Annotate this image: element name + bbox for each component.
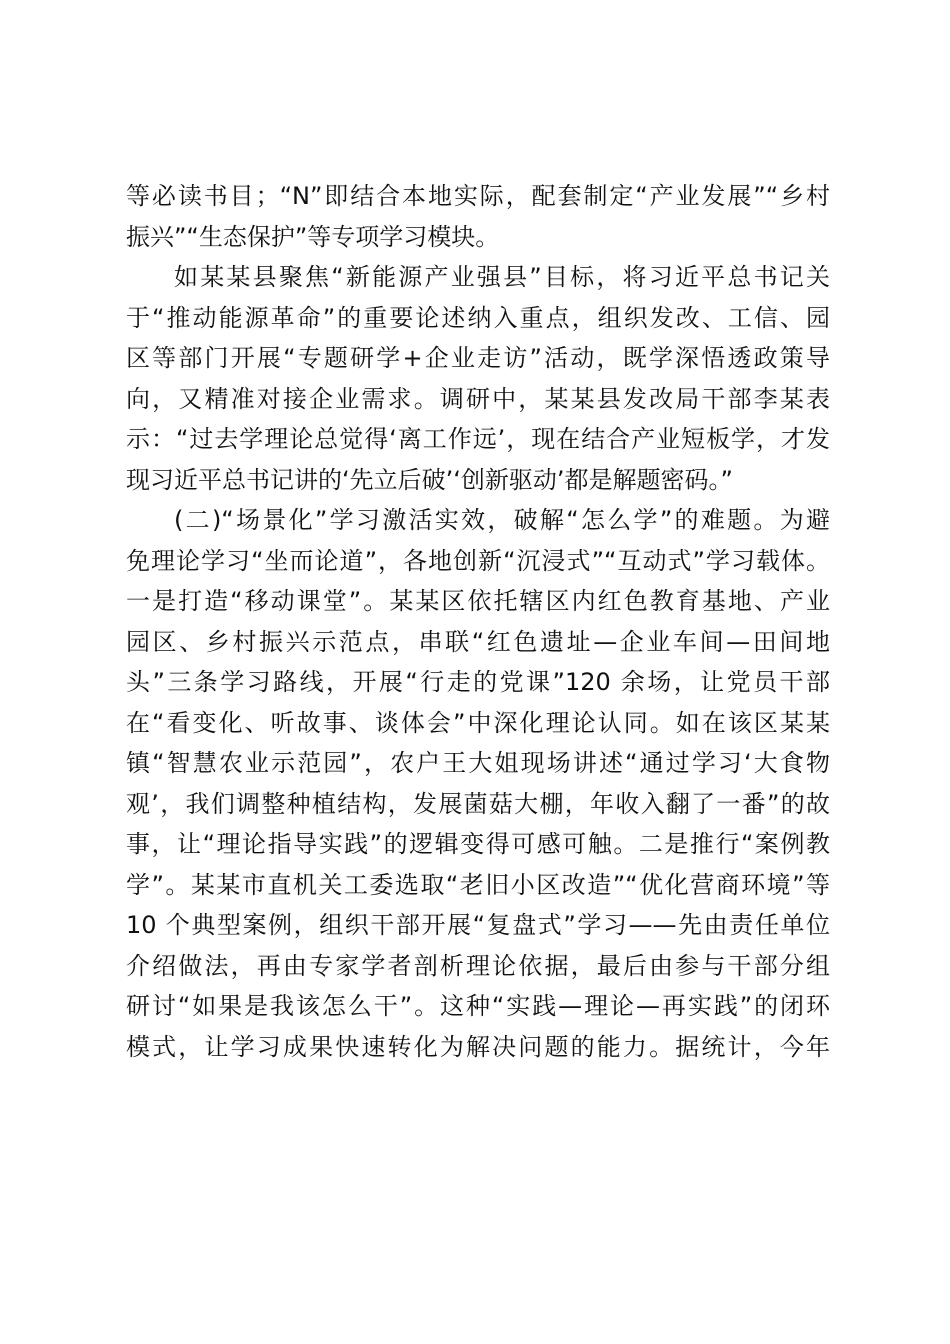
text-line: 研讨“如果是我该怎么干”。这种“实践—理论—再实践”的闭环: [126, 992, 830, 1020]
text-line: 如某某县聚焦“新能源产业强县”目标，将习近平总书记关: [174, 263, 830, 291]
text-line: 头”三条学习路线，开展“行走的党课”120 余场，让党员干部: [126, 668, 830, 696]
paragraph-2: [126, 257, 830, 500]
text-line: 观’，我们调整种植结构，发展菌菇大棚，年收入翻了一番”的故: [126, 789, 830, 818]
text-line: 一是打造“移动课堂”。某某区依托辖区内红色教育基地、产业: [126, 587, 830, 615]
text-line: 镇“智慧农业示范园”，农户王大姐现场讲述“通过学习‘大食物: [126, 749, 830, 777]
text-line: 区等部门开展“专题研学+企业走访”活动，既学深悟透政策导: [126, 344, 830, 372]
text-line: 园区、乡村振兴示范点，串联“红色遗址—企业车间—田间地: [126, 627, 830, 656]
text-line: 事，让“理论指导实践”的逻辑变得可感可触。二是推行“案例教: [126, 830, 830, 858]
text-line: 振兴”“生态保护”等专项学习模块。: [126, 222, 500, 251]
paragraph-3: [126, 500, 830, 1067]
text-line: 等必读书目；“N”即结合本地实际，配套制定“产业发展”“乡村: [126, 182, 830, 210]
text-line: 在“看变化、听故事、谈体会”中深化理论认同。如在该区某某: [126, 708, 830, 737]
text-line: 于“推动能源革命”的重要论述纳入重点，组织发改、工信、园: [126, 303, 830, 332]
text-line: 10 个典型案例，组织干部开展“复盘式”学习——先由责任单位: [126, 911, 830, 939]
text-line: 免理论学习“坐而论道”，各地创新“沉浸式”“互动式”学习载体。: [126, 546, 830, 575]
text-line: (二)“场景化”学习激活实效，破解“怎么学”的难题。为避: [174, 506, 830, 534]
text-line: 学”。某某市直机关工委选取“老旧小区改造”“优化营商环境”等: [126, 870, 830, 899]
body-text: [126, 176, 830, 1067]
text-line: 模式，让学习成果快速转化为解决问题的能力。据统计，今年: [126, 1032, 830, 1061]
text-line: 介绍做法，再由专家学者剖析理论依据，最后由参与干部分组: [126, 951, 830, 980]
text-line: 向，又精准对接企业需求。调研中，某某县发改局干部李某表: [126, 384, 830, 413]
paragraph-1: [126, 176, 830, 257]
text-line: 示：“过去学理论总觉得‘离工作远’，现在结合产业短板学，才发: [126, 425, 830, 453]
text-line: 现习近平总书记讲的‘先立后破’‘创新驱动’都是解题密码。”: [126, 465, 733, 494]
